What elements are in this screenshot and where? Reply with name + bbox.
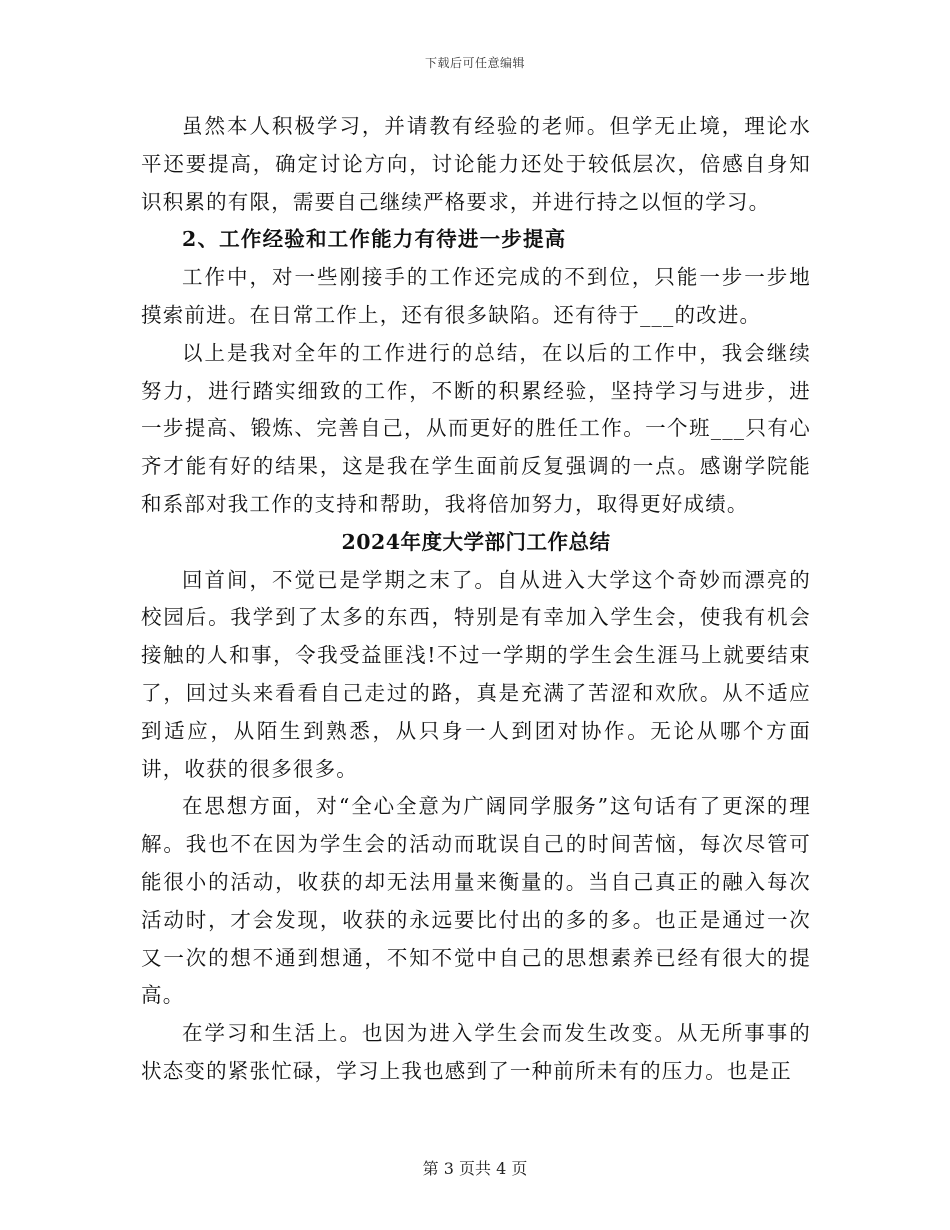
document-body (141, 108, 811, 1091)
paragraph-study: 虽然本人积极学习，并请教有经验的老师。但学无止境，理论水平还要提高，确定讨论方向，讨论能力还处于较低层次，倍感自身知识积累的有限，需要自己继续严格要求，并进行持之以恒的学习。 (141, 114, 811, 214)
paragraph-work-experience: 工作中，对一些刚接手的工作还完成的不到位，只能一步一步地摸索前进。在日常工作上，还有很多缺陷。还有待于___的改进。 (141, 265, 811, 327)
paragraph-thinking: 在思想方面，对“全心全意为广阔同学服务”这句话有了更深的理解。我也不在因为学生会的活动而耽误自己的时间苦恼，每次尽管可能很小的活动，收获的却无法用量来衡量的。当自己真正的融入每次活动时，才会发现，收获的永远要比付出的多的多。也正是通过一次又一次的想不通到想通，不知不觉中自己的思想素养已经有很大的提高。 (141, 794, 811, 1008)
section-heading-work-ability: 2、工作经验和工作能力有待进一步提高 (182, 227, 567, 252)
header-note: 下载后可任意编辑 (424, 56, 525, 70)
paragraph-study-life: 在学习和生活上。也因为进入学生会而发生改变。从无所事事的状态变的紧张忙碌，学习上我也感到了一种前所未有的压力。也是正 (141, 1021, 811, 1083)
paragraph-year-summary: 以上是我对全年的工作进行的总结，在以后的工作中，我会继续努力，进行踏实细致的工作，不断的积累经验，坚持学习与进步，进一步提高、锻炼、完善自己，从而更好的胜任工作。一个班___只有心齐才能有好的结果，这是我在学生面前反复强调的一点。感谢学院能和系部对我工作的支持和帮助，我将倍加努力，取得更好成绩。 (141, 340, 811, 516)
paragraph-review: 回首间，不觉已是学期之末了。自从进入大学这个奇妙而漂亮的校园后。我学到了太多的东西，特别是有幸加入学生会，使我有机会接触的人和事，令我受益匪浅!不过一学期的学生会生涯马上就要结束了，回过头来看看自己走过的路，真是充满了苦涩和欢欣。从不适应到适应，从陌生到熟悉，从只身一人到团对协作。无论从哪个方面讲，收获的很多很多。 (141, 567, 811, 781)
page-number: 第 3 页共 4 页 (422, 1159, 528, 1178)
document-title: 2024年度大学部门工作总结 (341, 529, 611, 554)
